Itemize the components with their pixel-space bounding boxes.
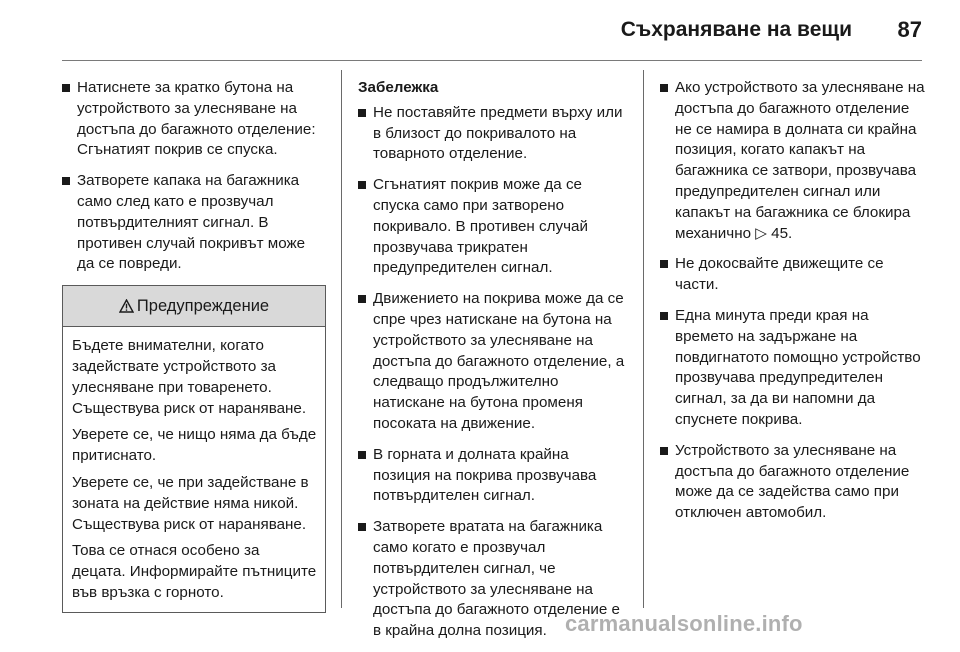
bullet-square-icon (358, 181, 366, 189)
header-divider (62, 60, 922, 61)
column-2 (358, 78, 628, 652)
warning-box (62, 285, 326, 613)
warning-paragraph: Бъдете внимателни, когато задействате устройството за улесняване при товаренето. Съществува риск от нараняване. (72, 337, 307, 417)
list-item-text: Натиснете за кратко бутона на устройството за улесняване на достъпа до багажното отделение: Сгънатият покрив се спуска. (77, 79, 316, 159)
list-item (660, 441, 930, 524)
warning-title: Предупреждение (136, 296, 270, 315)
column-3-list (660, 78, 930, 524)
bullet-square-icon (358, 295, 366, 303)
list-item (62, 171, 325, 275)
list-item-text: Затворете вратата на багажника само когато е прозвучал потвърдителен сигнал, че устройството за улесняване на достъпа до багажното отделение е в крайна долна позиция. (373, 518, 620, 640)
warning-body (63, 327, 325, 612)
list-item-text: В горната и долната крайна позиция на покрива прозвучава потвърдителен сигнал. (373, 445, 597, 505)
column-divider-2 (643, 70, 644, 608)
list-item-text: Движението на покрива може да се спре чрез натискане на бутона на устройството за улесняване на достъпа до багажното отделение, а следващо продължително натискане на бутона променя посоката на движение. (373, 290, 625, 432)
bullet-square-icon (358, 523, 366, 531)
list-item (358, 445, 628, 507)
warning-paragraph: Уверете се, че нищо няма да бъде притиснато. (72, 426, 317, 465)
list-item-text: Устройството за улесняване на достъпа до багажното отделение може да се задейства само при отключен автомобил. (675, 441, 910, 522)
list-item-text: Една минута преди края на времето на задържане на повдигнатото помощно устройство прозвучава предупредителен сигнал, за да ви напомни да спуснете покрива. (675, 306, 921, 428)
page-number: 87 (897, 17, 922, 42)
bullet-square-icon (62, 177, 70, 185)
list-item (358, 175, 628, 279)
bullet-square-icon (62, 84, 70, 92)
list-item-text: Не докосвайте движещите се части. (675, 255, 884, 294)
watermark: carmanualsonline.info (565, 611, 803, 636)
page-header (0, 0, 960, 48)
list-item (660, 78, 930, 244)
bullet-square-icon (660, 312, 668, 320)
bullet-square-icon (660, 447, 668, 455)
warning-paragraph: Уверете се, че при задействане в зоната на действие няма никой. Съществува риск от нараняване. (72, 473, 309, 533)
list-item-text: Сгънатият покрив може да се спуска само при затворено покривало. В противен случай прозвучава трикратен предупредителен сигнал. (373, 176, 588, 277)
bullet-square-icon (660, 84, 668, 92)
warning-paragraph: Това се отнася особено за децата. Информирайте пътниците във връзка с горното. (72, 542, 317, 601)
warning-header (63, 286, 325, 327)
list-item (358, 289, 628, 435)
list-item (358, 103, 628, 165)
note-title: Забележка (358, 79, 439, 96)
column-divider-1 (341, 70, 342, 608)
list-item (660, 254, 930, 296)
warning-triangle-icon (119, 299, 134, 313)
bullet-square-icon (358, 451, 366, 459)
bullet-square-icon (358, 109, 366, 117)
column-3 (660, 78, 930, 534)
list-item (660, 306, 930, 431)
page-title: Съхраняване на вещи (620, 18, 852, 41)
list-item-text: Ако устройството за улесняване на достъпа до багажното отделение не се намира в долната си крайна позиция, когато капакът на багажника се затвори, прозвучава предупредителен сигнал или капакът на багажника се блокира механично ▷ 45. (675, 79, 925, 242)
bullet-square-icon (660, 260, 668, 268)
list-item (62, 78, 325, 161)
column-1 (62, 78, 325, 613)
column-1-list (62, 78, 325, 275)
list-item-text: Не поставяйте предмети върху или в близост до покривалото на товарното отделение. (373, 103, 623, 163)
list-item-text: Затворете капака на багажника само след като е прозвучал потвърдителният сигнал. В противен случай покривът може да се повреди. (77, 172, 306, 273)
column-2-list (358, 103, 628, 642)
